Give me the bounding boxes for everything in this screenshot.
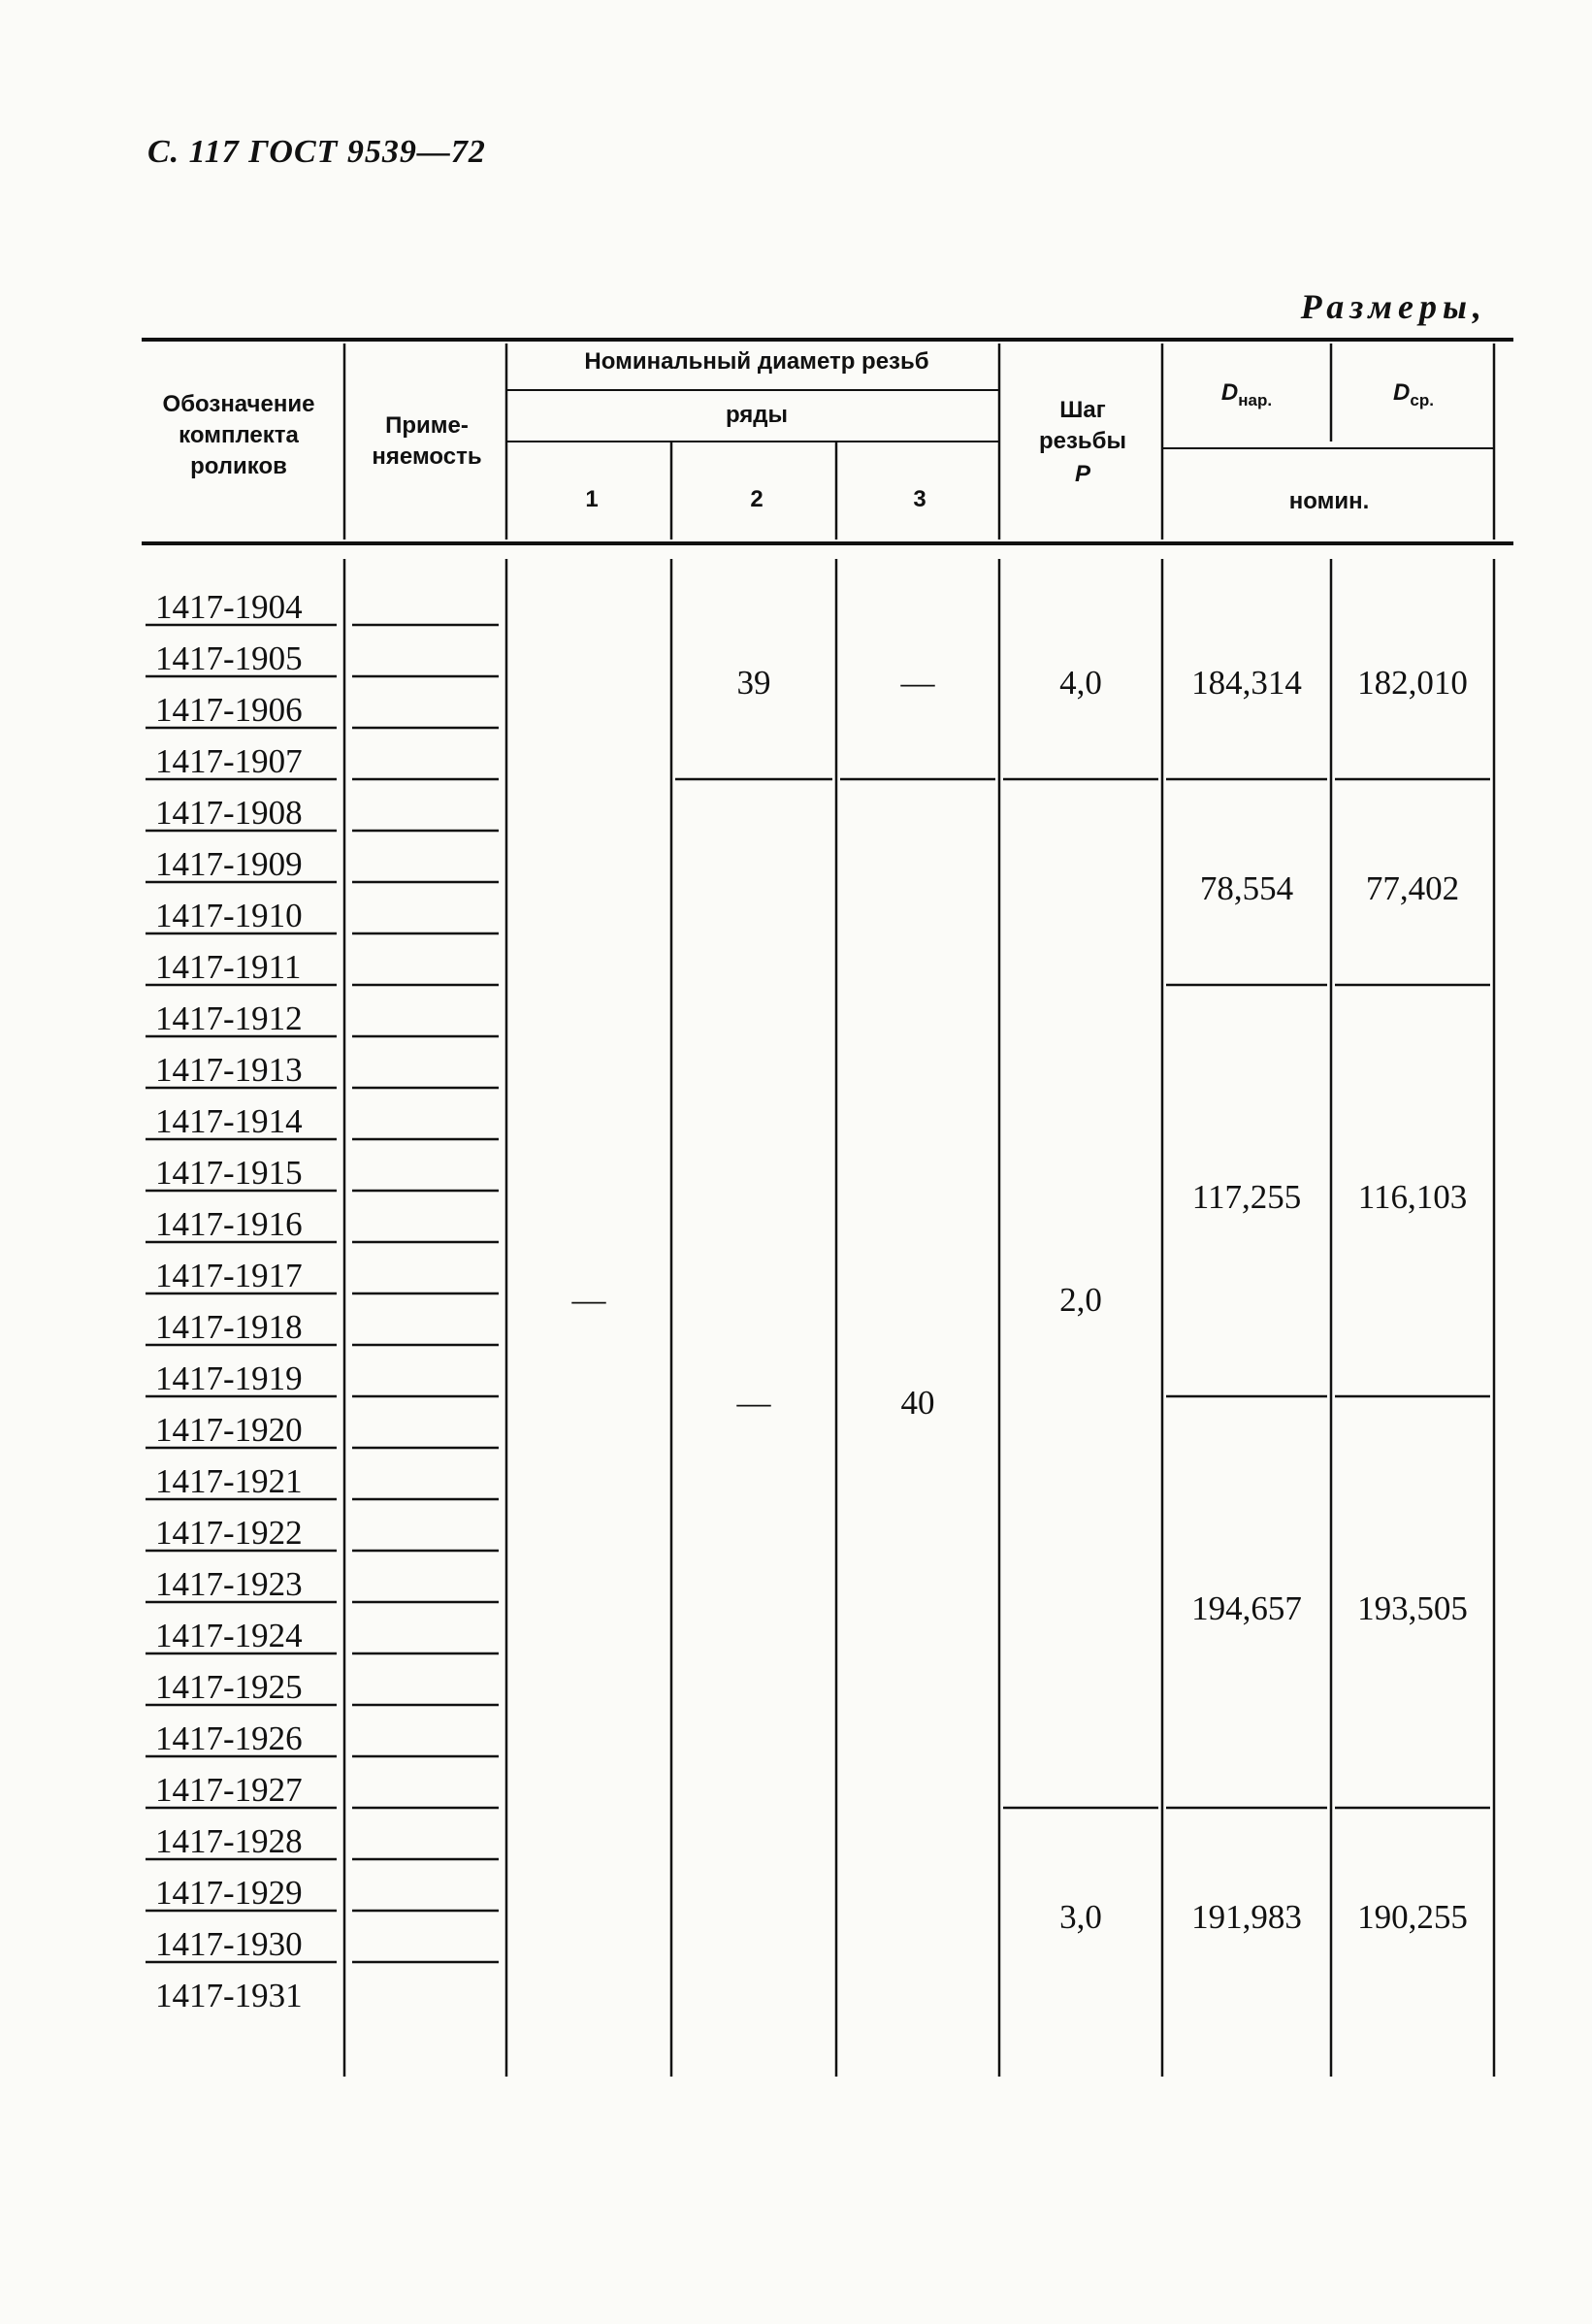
header-nominal: номин.	[1288, 488, 1370, 514]
header-nominal-diameter: Номинальный диаметр резьб	[584, 348, 929, 375]
code-cell: 1417-1906	[155, 691, 303, 729]
header-rows-label: ряды	[725, 402, 789, 428]
code-cell: 1417-1930	[155, 1925, 303, 1963]
header-code-line-2: комплекта	[179, 422, 299, 448]
header-applicability-line-1: Приме-	[385, 412, 469, 439]
d-outer-cell: 191,983	[1191, 1898, 1302, 1936]
header-code-line-3: роликов	[190, 453, 287, 479]
code-cell: 1417-1923	[155, 1565, 303, 1603]
d-mean-cell: 77,402	[1365, 869, 1460, 907]
header-pitch-line-2: резьбы	[1038, 428, 1127, 454]
code-cell: 1417-1905	[155, 639, 303, 677]
code-cell: 1417-1919	[155, 1359, 303, 1397]
code-cell: 1417-1909	[155, 845, 303, 883]
header-code-line-1: Обозначение	[162, 391, 315, 417]
code-cell: 1417-1912	[155, 999, 303, 1037]
header-applicability-line-2: няемость	[372, 443, 482, 470]
code-cell: 1417-1911	[155, 948, 302, 986]
code-cell: 1417-1918	[155, 1308, 303, 1346]
header-row-3: 3	[913, 486, 926, 512]
code-cell: 1417-1927	[155, 1771, 303, 1809]
d-mean-cell: 190,255	[1357, 1898, 1468, 1936]
d-mean-cell: 116,103	[1357, 1178, 1468, 1216]
code-cell: 1417-1920	[155, 1411, 303, 1449]
code-cell: 1417-1917	[155, 1257, 303, 1294]
code-cell: 1417-1925	[155, 1668, 303, 1706]
header-d-outer: $D_{нар.}$	[1220, 379, 1273, 409]
dimensions-label: Размеры,	[1300, 287, 1487, 326]
code-cell: 1417-1913	[155, 1051, 303, 1089]
code-cell: 1417-1921	[155, 1462, 303, 1500]
row2-cell: 39	[736, 664, 771, 702]
d-mean-cell: 182,010	[1357, 664, 1468, 702]
row1-cell: —	[571, 1281, 606, 1319]
code-cell: 1417-1907	[155, 742, 303, 780]
code-cell: 1417-1928	[155, 1822, 303, 1860]
code-cell: 1417-1924	[155, 1617, 303, 1654]
header-pitch-line-1: Шаг	[1059, 397, 1106, 423]
row2-cell: —	[736, 1384, 771, 1422]
d-outer-cell: 78,554	[1199, 869, 1294, 907]
code-cell: 1417-1916	[155, 1205, 303, 1243]
code-cell: 1417-1910	[155, 897, 303, 934]
code-cell: 1417-1904	[155, 588, 303, 626]
header-d-mean: $D_{ср.}$	[1393, 379, 1434, 409]
d-outer-cell: 184,314	[1191, 664, 1302, 702]
code-cell: 1417-1914	[155, 1102, 303, 1140]
d-mean-cell: 193,505	[1357, 1589, 1468, 1627]
row3-cell: —	[900, 664, 935, 702]
code-cell: 1417-1926	[155, 1719, 303, 1757]
row3-cell: 40	[900, 1384, 935, 1422]
header-row-1: 1	[585, 486, 599, 512]
code-cell: 1417-1931	[155, 1977, 303, 2014]
code-cell: 1417-1915	[155, 1154, 303, 1192]
code-cell: 1417-1908	[155, 794, 303, 832]
pitch-cell: 2,0	[1059, 1281, 1102, 1319]
pitch-cell: 4,0	[1059, 664, 1102, 702]
page-header: С. 117 ГОСТ 9539—72	[147, 134, 486, 170]
code-cell: 1417-1929	[155, 1874, 303, 1912]
header-row-2: 2	[750, 486, 764, 512]
pitch-cell: 3,0	[1059, 1898, 1102, 1936]
d-outer-cell: 117,255	[1191, 1178, 1302, 1216]
header-pitch-symbol: P	[1074, 461, 1091, 487]
d-outer-cell: 194,657	[1191, 1589, 1302, 1627]
code-cell: 1417-1922	[155, 1514, 303, 1552]
